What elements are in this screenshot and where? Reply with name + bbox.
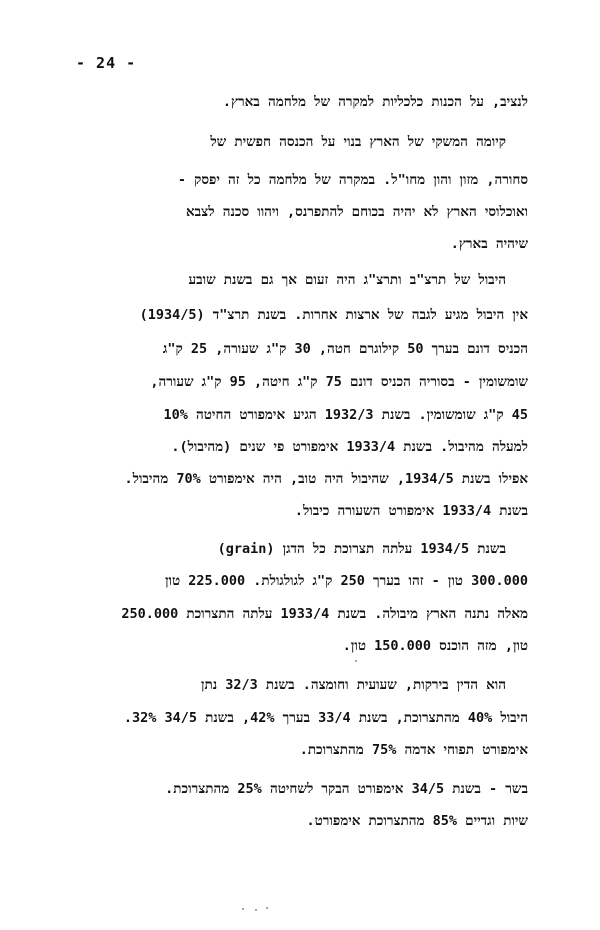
text-line: מאלה נתנה הארץ מיבולה. בשנת 1933/4 עלתה התצרוכת 250.000 [121, 606, 528, 622]
text-line: שיהיה בארץ. [450, 236, 528, 252]
paper-speck [355, 660, 357, 662]
text-line: לנציב, על הכנות כלכליות למקרה של מלחמה בארץ. [222, 94, 528, 110]
paper-speck [242, 908, 244, 910]
page-number: - 24 - [76, 54, 137, 72]
text-line: הוא הדין בירקות, שעועית וחומצה. בשנת 32/3 נתן [201, 677, 506, 693]
text-line: סחורה, מזון והון מחו"ל. במקרה של מלחמה כל זה יפסק - [177, 172, 528, 188]
text-line: אין היבול מגיע לגבה של ארצות אחרות. בשנת תרצ"ד (1934/5) [139, 307, 528, 323]
text-line: קיומה המשקי של הארץ בנוי על הכנסה חפשית של [210, 134, 506, 150]
text-line: אימפורט תפוחי אדמה 75% מהתצרוכת. [299, 742, 528, 758]
text-line: למעלה מהיבול. בשנת 1933/4 אימפורט פי שנים (מהיבול). [171, 439, 528, 455]
text-line: ואוכלוסי הארץ לא יהיה בכוחם להתפרנס, ויהוו סכנה לצבא [186, 204, 528, 220]
text-line: הכניס דונם בערך 50 קילוגרם חטה, 30 ק"ג שעורה, 25 ק"ג [162, 341, 528, 357]
text-line: שומשומין - בסוריה הכניס דונם 75 ק"ג חיטה, 95 ק"ג שעורה, [150, 374, 528, 390]
text-line: בשר - בשנת 34/5 אימפורט הבקר לשחיטה 25% מהתצרוכת. [165, 781, 528, 797]
text-line: 45 ק"ג שומשומין. בשנת 1932/3 הגיע אימפורט החיטה 10% [163, 407, 528, 423]
text-line: 300.000 טון - זהו בערך 250 ק"ג לגולגולת. 225.000 טון [165, 573, 528, 589]
paper-speck [266, 907, 268, 909]
text-line: שיות וגדיים 85% מהתצרוכת אימפורט. [306, 813, 528, 829]
text-line: היבול של תרצ"ב ותרצ"ג היה זעום אך גם בשנת שובע [188, 272, 506, 288]
text-line: בשנת 1934/5 עלתה תצרוכת כל הדגן (grain) [217, 541, 506, 557]
text-line: טון, מזה הוכנס 150.000 טון. [342, 638, 528, 654]
text-line: אפילו בשנת 1934/5, שהיבול היה טוב, היה אימפורט 70% מהיבול. [124, 471, 528, 487]
paper-speck [255, 909, 257, 911]
text-line: היבול 40% מהתצרוכת, בשנת 33/4 בערך 42%, בשנת 34/5 32%. [123, 710, 528, 726]
text-line: בשנת 1933/4 אימפורט השעורה כיבול. [294, 503, 528, 519]
